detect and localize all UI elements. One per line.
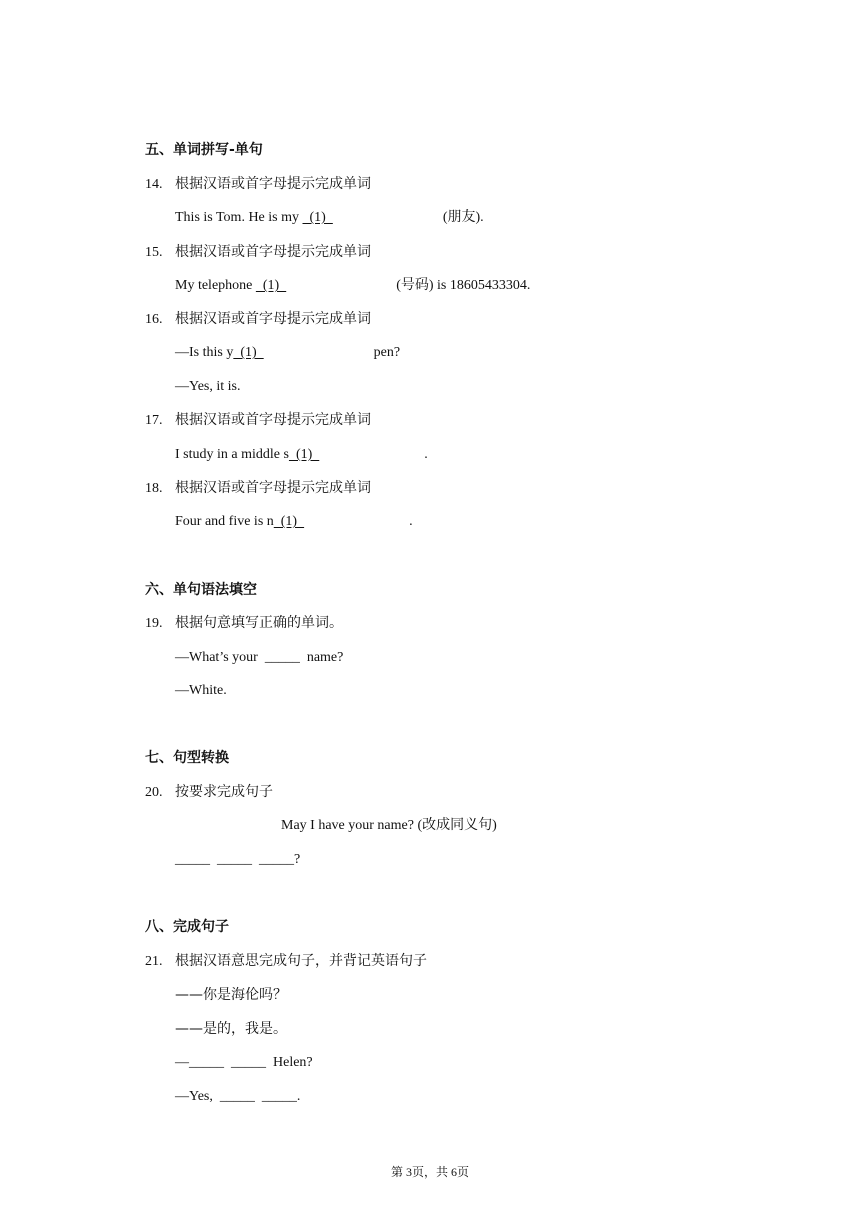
question-19-sentence: —What’s your _____ name? xyxy=(175,650,344,665)
section-5-title: 五、单词拼写-单句 xyxy=(145,142,263,158)
sentence-text: (朋友). xyxy=(442,210,484,225)
page-footer: 第 3页，共 6页 xyxy=(390,1165,469,1179)
question-21-english-line-1[interactable]: —_____ _____ Helen? xyxy=(175,1055,313,1070)
question-number: 21. xyxy=(145,954,163,969)
question-number: 20. xyxy=(145,785,163,800)
question-18-sentence xyxy=(175,513,413,531)
section-7-title: 七、句型转换 xyxy=(145,750,229,766)
answer-blank[interactable]: (1) xyxy=(233,345,264,360)
answer-blank[interactable]: (1) xyxy=(288,447,320,462)
question-number: 19. xyxy=(145,616,163,631)
question-prompt: 根据汉语或首字母提示完成单词 xyxy=(175,244,371,260)
question-15 xyxy=(145,243,371,262)
question-prompt: 根据汉语或首字母提示完成单词 xyxy=(175,176,371,192)
question-number: 16. xyxy=(145,312,163,327)
question-prompt: 根据汉语意思完成句子，并背记英语句子 xyxy=(175,953,427,969)
question-prompt: 根据汉语或首字母提示完成单词 xyxy=(175,412,371,428)
sentence-text: . xyxy=(424,447,428,462)
section-8-title: 八、完成句子 xyxy=(145,919,229,935)
question-16 xyxy=(145,310,371,329)
answer-blank[interactable]: (1) xyxy=(273,514,305,529)
sentence-text: —Is this y xyxy=(175,345,234,360)
question-14 xyxy=(145,175,371,194)
sentence-text: I study in a middle s xyxy=(175,447,289,462)
sentence-text: . xyxy=(409,514,413,529)
question-20 xyxy=(145,783,273,802)
question-number: 17. xyxy=(145,413,163,428)
question-20-answer-blanks[interactable]: _____ _____ _____? xyxy=(175,852,301,867)
question-15-sentence xyxy=(175,277,530,295)
question-prompt: 根据句意填写正确的单词。 xyxy=(175,615,343,631)
question-21-chinese-line-1: ——你是海伦吗？ xyxy=(175,987,287,1003)
question-19-reply: —White. xyxy=(175,683,227,698)
question-number: 14. xyxy=(145,177,163,192)
answer-blank[interactable]: (1) xyxy=(255,278,287,293)
question-17-sentence xyxy=(175,446,428,464)
section-6-title: 六、单句语法填空 xyxy=(145,582,257,598)
sentence-text: pen? xyxy=(373,345,401,360)
question-prompt: 根据汉语或首字母提示完成单词 xyxy=(175,311,371,327)
sentence-text: This is Tom. He is my xyxy=(175,210,303,225)
question-18 xyxy=(145,479,371,498)
question-21-chinese-line-2: ——是的，我是。 xyxy=(175,1021,287,1037)
question-19 xyxy=(145,614,343,633)
question-prompt: 根据汉语或首字母提示完成单词 xyxy=(175,480,371,496)
question-17 xyxy=(145,411,371,430)
question-16-sentence xyxy=(175,344,400,362)
question-16-reply: —Yes, it is. xyxy=(175,379,241,394)
answer-blank[interactable]: (1) xyxy=(302,210,333,225)
question-prompt: 按要求完成句子 xyxy=(175,784,273,800)
question-number: 15. xyxy=(145,245,163,260)
sentence-text: Four and five is n xyxy=(175,514,274,529)
question-21-english-line-2[interactable]: —Yes, _____ _____. xyxy=(175,1089,301,1104)
question-20-sentence: May I have your name? (改成同义句) xyxy=(281,818,497,833)
question-14-sentence xyxy=(175,209,484,227)
question-number: 18. xyxy=(145,481,163,496)
sentence-text: My telephone xyxy=(175,278,256,293)
sentence-text: (号码) is 18605433304. xyxy=(396,278,531,293)
question-21 xyxy=(145,952,427,971)
